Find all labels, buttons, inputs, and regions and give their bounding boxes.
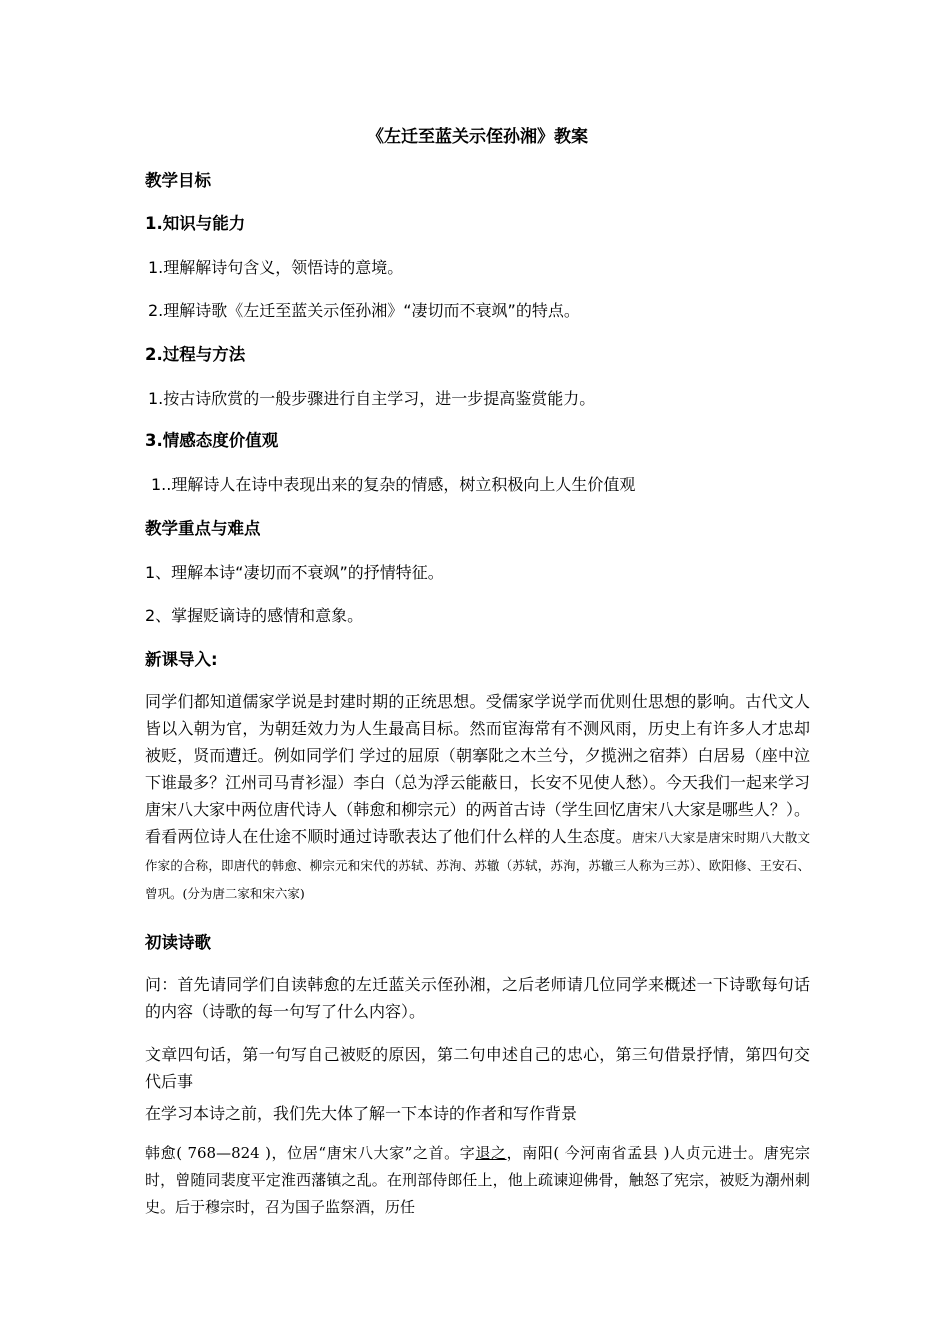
goal3-item-1: 1..理解诗人在诗中表现出来的复杂的情感，树立积极向上人生价值观 — [151, 475, 636, 494]
goal1-item-1: 1.理解解诗句含义，领悟诗的意境。 — [148, 258, 404, 277]
emotion-values-heading: 3.情感态度价值观 — [145, 431, 279, 450]
first-reading-heading: 初读诗歌 — [145, 933, 211, 952]
background-intro-line: 在学习本诗之前，我们先大体了解一下本诗的作者和写作背景 — [145, 1104, 578, 1123]
process-method-heading: 2.过程与方法 — [145, 345, 246, 364]
lesson-intro-paragraph — [145, 688, 810, 907]
goal1-item-2: 2.理解诗歌《左迁至蓝关示侄孙湘》“凄切而不衰飒”的特点。 — [148, 301, 580, 320]
author-biography-paragraph — [145, 1140, 810, 1221]
lesson-intro-heading: 新课导入: — [145, 650, 218, 669]
first-reading-answer: 文章四句话，第一句写自己被贬的原因，第二句申述自己的忠心，第三句借景抒情，第四句交代后事 — [145, 1045, 810, 1091]
document-title: 《左迁至蓝关示侄孙湘》教案 — [367, 127, 588, 147]
key-difficult-points-heading: 教学重点与难点 — [145, 519, 261, 538]
goal2-item-1: 1.按古诗欣赏的一般步骤进行自主学习，进一步提高鉴赏能力。 — [148, 389, 596, 408]
knowledge-ability-heading: 1.知识与能力 — [145, 214, 246, 233]
bio-text-1: 韩愈( 768—824 )，位居“唐宋八大家”之首。字 — [145, 1144, 476, 1162]
lesson-intro-text: 同学们都知道儒家学说是封建时期的正统思想。受儒家学说学而优则仕思想的影响。古代文人皆以入朝为官，为朝廷效力为人生最高目标。然而宦海常有不测风雨，历史上有许多人才忠却被贬，贤而遭迁。例如同学们 学过的屈原（朝搴阰之木兰兮，夕揽洲之宿莽）白居易（座中泣下谁最多？江州司马青衫湿）李白（总为浮云能蔽日，长安不见使人愁）。今天我们一起来学习唐宋八大家中两位唐代诗人（韩愈和柳宗元）的两首古诗（学生回忆唐宋八大家是哪些人？）。看看两位诗人在仕途不顺时通过诗歌表达了他们什么样的人生态度。 — [145, 692, 810, 846]
eight-masters-note: 唐宋八大家是唐宋时期八大散文作家的合称，即唐代的韩愈、柳宗元和宋代的苏轼、苏洵、苏辙（苏轼，苏洵，苏辙三人称为三苏）、欧阳修、王安石、曾巩。(分为唐二家和宋六家) — [145, 830, 810, 901]
key-point-1: 1、理解本诗“凄切而不衰飒”的抒情特征。 — [145, 563, 444, 582]
bio-text-2: ，南阳( 今河南省孟县 )人贞元进士。唐宪宗时，曾随同裴度平定淮西藩镇之乱。在刑部侍郎任上，他上疏谏迎佛骨，触怒了宪宗，被贬为潮州刺史。后于穆宗时，召为国子监祭酒，历任 — [145, 1144, 810, 1216]
key-point-2: 2、掌握贬谪诗的感情和意象。 — [145, 606, 364, 625]
courtesy-name-underlined: 退之 — [475, 1144, 507, 1162]
teaching-goals-heading: 教学目标 — [145, 171, 211, 190]
first-reading-question: 问：首先请同学们自读韩愈的左迁蓝关示侄孙湘，之后老师请几位同学来概述一下诗歌每句话的内容（诗歌的每一句写了什么内容）。 — [145, 975, 810, 1021]
